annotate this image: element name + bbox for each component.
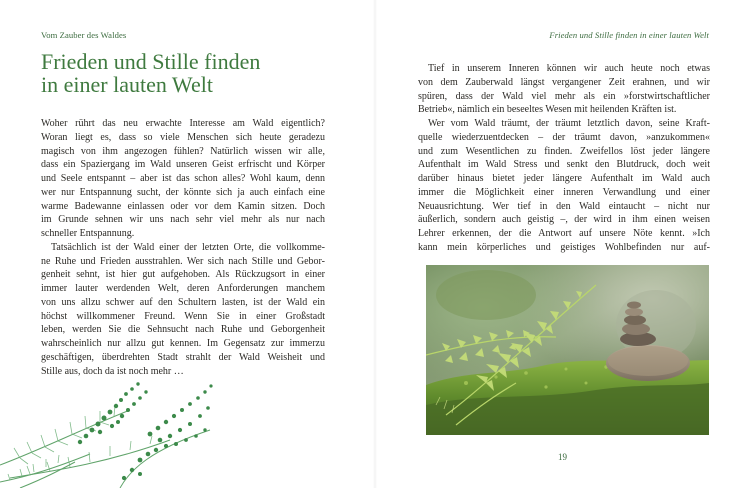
text-line: immer lauter werdenden Welt, deren Anforderungen manchem — [41, 283, 325, 294]
text-line: quelle wiederzuentdecken – der träumt davon, »anzukommen« — [418, 131, 710, 143]
text-line: Tief in unserem Inneren können wir auch heute noch etwas — [428, 63, 710, 74]
chapter-title-line: in einer lauten Welt — [41, 71, 213, 97]
text-line: spüren, dass der Wald viel mehr als ein »forstwirtschaftlicher — [418, 90, 710, 102]
text-line: Woran liegt es, dass so viele Menschen sich heute geradezu — [41, 131, 325, 143]
text-line: leben, werden Sie die Sehnsucht nach Ruhe und Geborgenheit — [41, 324, 325, 336]
chapter-title — [41, 51, 260, 96]
text-line: kann mein körperliches und geistiges Wohlbefinden nur auf- — [418, 241, 710, 253]
text-line: Aufenthalt im Wald Stress und senkt den Blutdruck, doch weit — [418, 159, 710, 171]
text-line: von uns allzu schwer auf den Schultern lasten, ist der Wald ein — [41, 296, 325, 308]
text-line: ne Ruhe und Frieden ausstrahlen. Wer sich nach Stille und Gebor- — [41, 255, 325, 267]
running-head-right: Frieden und Stille finden in einer lauten Welt — [549, 30, 709, 40]
text-line: Wer vom Wald träumt, der träumt letztlich davon, seine Kraft- — [428, 118, 710, 129]
right-body-text — [418, 62, 710, 255]
text-line: Neuausrichtung. Wer tief in den Wald eintaucht – nicht nur — [418, 200, 710, 212]
fern-sprig-illustration — [0, 370, 240, 488]
text-line: schneller Entspannung. — [41, 228, 135, 239]
text-line: magisch von ihm angezogen fühlen? Natürlich wissen wir alle, — [41, 145, 325, 157]
paragraph — [418, 62, 710, 117]
text-line: darüber hinaus bietet jeder längere Aufenthalt im Wald auch — [418, 173, 710, 184]
text-line: höchst willkommener Freund. Wenn Sie in einer Großstadt — [41, 310, 325, 322]
text-line: genheit sehnt, ist hier gut aufgehoben. Als Rückzugsort in einer — [41, 269, 325, 281]
text-line: und Seele entspannt – aber ist das schon alles? Wohl kaum, denn — [41, 173, 325, 184]
text-line: Stille aus, doch da ist noch mehr … — [41, 365, 184, 377]
stone-cairn-on-moss-with-fern-photo — [426, 265, 709, 435]
paragraph — [418, 117, 710, 255]
text-line: von dem Zauberwald längst vergangener Zeit erahnen, und wir — [418, 76, 710, 88]
left-body-text — [41, 117, 325, 378]
text-line: Betrieb«, nämlich ein beseeltes Wesen mit heilenden Kräften ist. — [418, 104, 677, 116]
text-line: immer die Möglichkeit einer inneren Verwandlung und einer — [418, 186, 710, 198]
text-line: Tatsächlich ist der Wald einer der letzten Orte, die vollkomme- — [51, 241, 325, 253]
text-line: wahrscheinlich nur allzu gut kennen. Im Gegensatz zur immerzu — [41, 338, 325, 349]
text-line: im Grunde sehnen wir uns nach sehr viel mehr als nur nach — [41, 214, 325, 226]
text-line: dass ein Spaziergang im Wald unseren Geist erfrischt und Körper — [41, 159, 325, 171]
text-line: warme Badewanne einlassen oder vor dem Kamin sitzen. Doch — [41, 200, 325, 212]
chapter-title-line: Frieden und Stille finden — [41, 49, 261, 74]
text-line: wer nur Entspannung sucht, der könnte sich ja auch einfach eine — [41, 186, 325, 198]
paragraph — [41, 241, 325, 379]
running-head-left: Vom Zauber des Waldes — [41, 30, 127, 40]
page-number: 19 — [558, 452, 567, 462]
text-line: äußerlich, sondern auch geistig –, der wird in ihm einen weisen — [418, 214, 710, 226]
paragraph — [41, 117, 325, 241]
text-line: und zum Wesentlichen zu finden. Zweifellos löst jeder längere — [418, 145, 710, 157]
text-line: geschäftigen, überdrehten Stadt strahlt der Wald Weisheit und — [41, 351, 325, 363]
text-line: Lehrer erkennen, der die Antwort auf unsere Nöte kennt. »Ich — [418, 228, 710, 239]
text-line: Woher rührt das neu erwachte Interesse am Wald eigentlich? — [41, 118, 325, 129]
